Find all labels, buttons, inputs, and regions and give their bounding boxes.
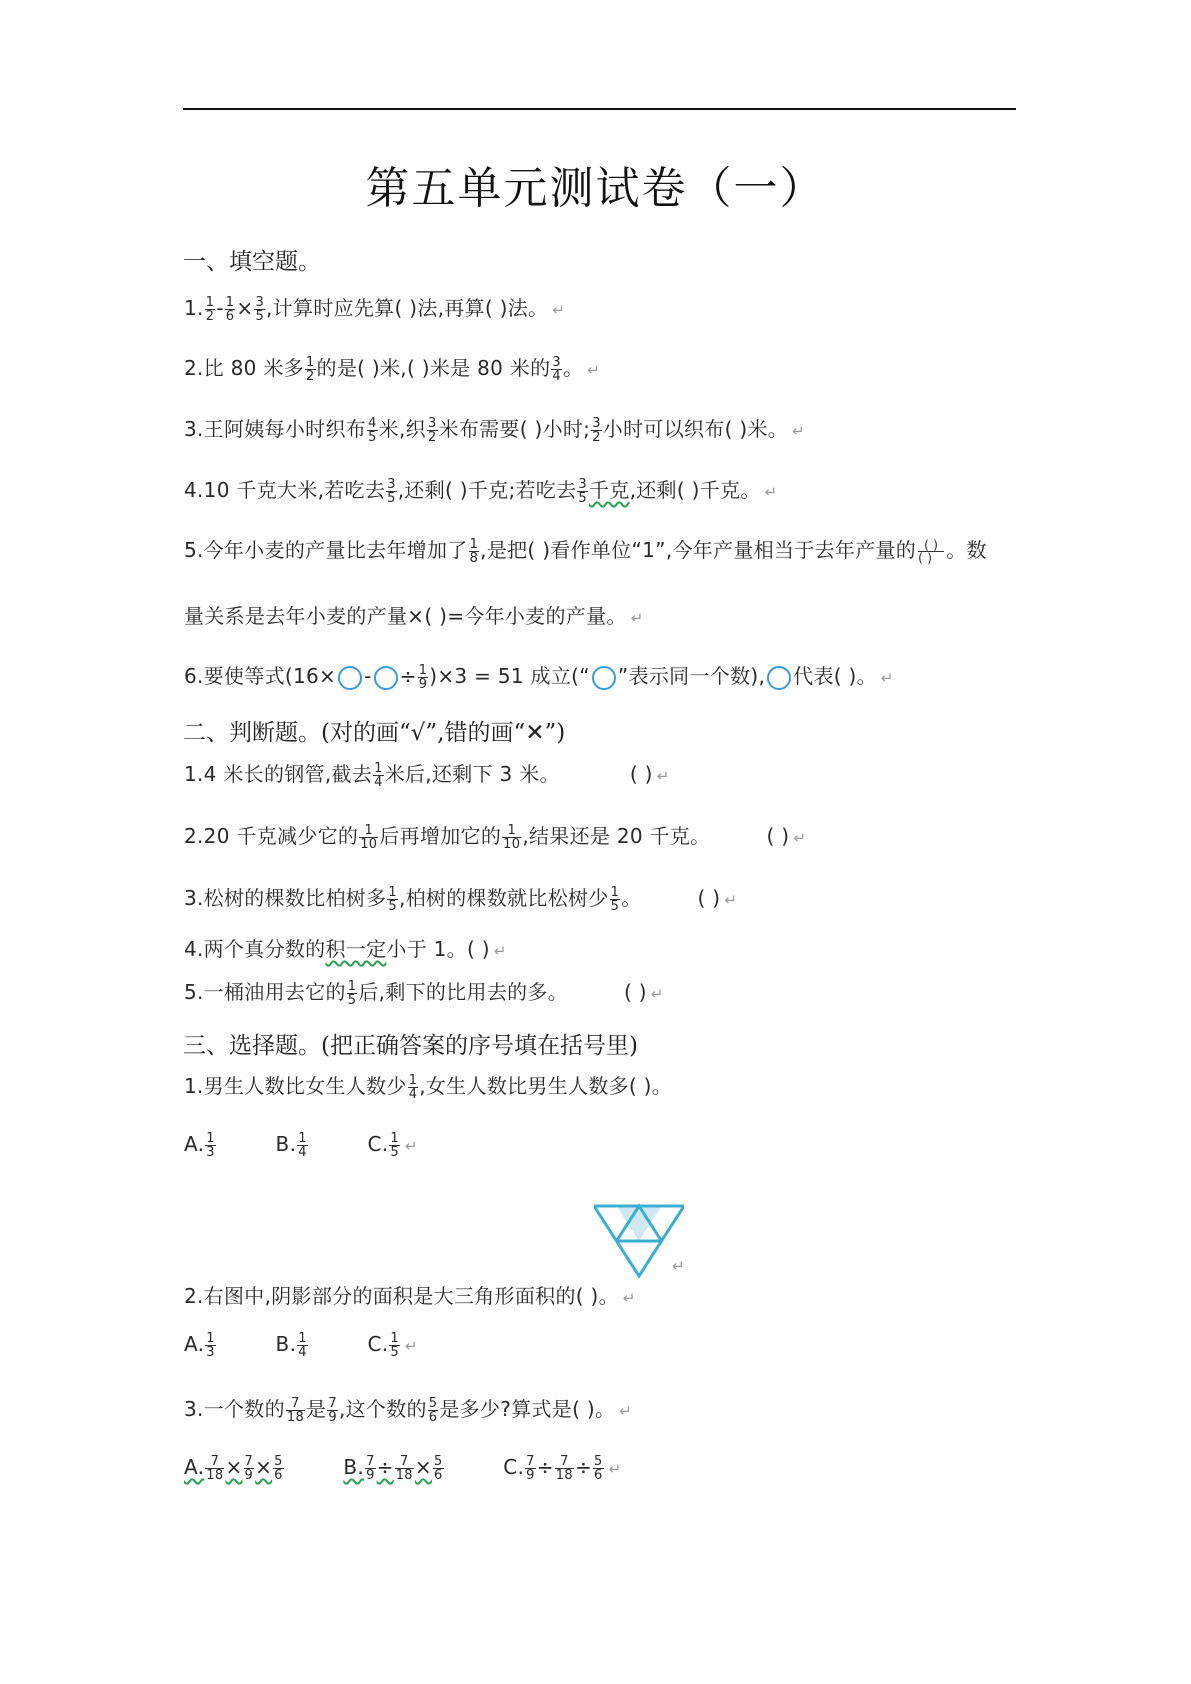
judge-q3 [184,882,737,913]
fraction [389,1332,400,1359]
fraction-denominator: 5 [387,491,396,506]
fraction [244,1455,255,1482]
fraction-denominator: 9 [328,1410,337,1425]
option-a [184,1331,217,1360]
text-segment: 千克 [588,478,630,502]
text-segment: 1.男生人数比女生人数少 [184,1074,407,1098]
text-segment: 6.要使等式(16× [184,664,337,688]
fraction [610,886,621,913]
fill-q2 [184,352,600,383]
fraction [551,356,562,383]
fraction-denominator: 4 [552,369,561,384]
text-segment: 。 [621,886,642,910]
fraction-numerator: 7 [205,1455,224,1469]
fraction [297,1332,308,1359]
shaded-triangle [617,1206,662,1241]
text-segment: 1.4 米长的钢管,截去 [184,762,373,786]
fill-q5-line2 [184,600,644,629]
fraction-numerator: 4 [368,416,377,431]
fraction-denominator: 5 [388,899,397,914]
fraction-denominator: 9 [418,677,428,692]
option-b [275,1131,309,1160]
fraction [205,1455,224,1482]
text-segment: × [414,1455,432,1479]
fraction-numerator: 3 [578,477,587,492]
text-segment: ”表示同一个数), [617,664,766,688]
fill-q6 [184,660,894,691]
text-segment: B. [275,1332,297,1356]
fill-q4 [184,474,778,505]
fraction-denominator: 6 [274,1468,283,1483]
fraction-denominator: 3 [206,1145,215,1160]
fraction-numerator: 1 [205,295,215,310]
fraction-numerator: 1 [502,824,521,838]
text-segment: ( ) [918,551,933,565]
text-segment: ↵ [792,422,805,440]
fraction-numerator: 7 [328,1396,337,1411]
fraction-numerator: 3 [255,295,265,310]
fraction [367,417,378,444]
fraction-denominator: 6 [433,1468,443,1483]
text-segment: 5.一桶油用去它的 [184,980,346,1004]
text-segment: B. [343,1455,365,1479]
fraction [305,356,316,383]
judge-q2 [184,820,806,851]
fraction-numerator: 1 [610,885,620,900]
text-segment: ↵ [493,942,507,960]
fraction-denominator: 18 [395,1468,413,1483]
fraction [591,417,602,444]
fraction [502,824,521,851]
header-rule [183,108,1016,110]
text-segment: ,还剩( )千克;若吃去 [397,478,577,502]
text-segment: 量关系是去年小麦的产量×( )=今年小麦的产量。 [184,604,627,628]
fraction-numerator: 7 [366,1454,375,1469]
fraction [347,980,358,1007]
fraction-denominator: 9 [526,1468,535,1483]
fraction-numerator: 1 [347,979,357,994]
fraction [327,1397,338,1424]
text-segment: A. [184,1132,205,1156]
text-segment: 积一定 [325,937,387,961]
text-segment: ↵ [608,1460,622,1478]
fraction-numerator: 7 [526,1454,535,1469]
fraction-numerator: 1 [469,537,479,552]
fraction [297,1132,308,1159]
fraction-numerator: 5 [594,1454,603,1469]
fraction-numerator: 7 [244,1454,254,1469]
judge-q5 [184,976,664,1007]
text-segment: 小于 1。( ) [386,937,490,961]
fraction-denominator: 4 [298,1145,307,1160]
text-segment: ,结果还是 20 千克。 [522,824,711,848]
text-segment: 2.20 千克减少它的 [184,824,359,848]
fraction-numerator: 3 [427,416,437,431]
fraction [205,1132,216,1159]
text-segment: 后,剩下的比用去的多。 [358,980,569,1004]
fraction [577,478,588,505]
text-segment: 4.10 千克大米,若吃去 [184,478,386,502]
fraction-numerator: 1 [408,1073,418,1088]
fraction [427,417,438,444]
text-segment: ÷ [376,1455,394,1479]
fraction [373,762,384,789]
text-segment: ↵ [552,301,566,319]
fraction-numerator: 1 [206,1131,215,1146]
text-segment: ↵ [619,1402,633,1420]
option-c [503,1454,604,1483]
fraction-denominator: 10 [360,837,378,852]
text-segment: ↵ [764,483,778,501]
fraction-numerator: 5 [274,1454,283,1469]
fraction-denominator: 6 [428,1410,438,1425]
text-segment: - [216,296,224,320]
fraction [395,1455,414,1482]
fraction [387,886,398,913]
text-segment: 的是( )米,( )米是 80 米的 [316,356,551,380]
text-segment: 。数 [946,538,987,562]
fraction [525,1455,536,1482]
fill-q1 [184,292,565,323]
text-segment: 是 [306,1397,327,1421]
text-segment: C. [503,1455,525,1479]
return-mark [668,1252,685,1276]
fill-q3 [184,413,805,444]
text-segment: ↵ [724,891,738,909]
text-segment: B. [275,1132,297,1156]
fraction-denominator: 5 [390,1145,399,1160]
fraction [254,296,265,323]
fraction-denominator: 10 [503,837,521,852]
fraction-numerator: 1 [225,295,235,310]
fraction-denominator: 2 [305,369,315,384]
fraction-denominator: 4 [374,775,383,790]
fraction [389,1132,400,1159]
text-segment: ↵ [793,829,807,847]
text-segment: ↵ [587,361,601,379]
text-segment: 后再增加它的 [379,824,502,848]
blank-fraction [918,539,944,564]
text-segment: 4.两个真分数的 [184,937,326,961]
text-segment: ↵ [880,669,894,687]
text-segment: ( ) [697,886,721,910]
text-segment: 2.比 80 米多 [184,356,304,380]
fraction-numerator: 5 [433,1454,443,1469]
text-segment: 。 [562,356,584,380]
choice-q2-options [184,1332,418,1359]
text-segment: ( ) [624,980,647,1004]
fraction-numerator: 1 [298,1331,307,1346]
text-segment: × [255,1455,273,1479]
fraction-denominator: 4 [298,1345,307,1360]
text-segment: ,计算时应先算( )法,再算( )法。 [266,296,549,320]
circle-placeholder-icon [338,666,362,690]
text-segment: ↵ [622,1289,636,1307]
fraction-denominator: 9 [366,1468,375,1483]
text-segment: ( ) [766,824,790,848]
choice-q3-options [184,1455,621,1482]
text-segment: A. [184,1455,205,1479]
text-segment: × [225,1455,243,1479]
text-segment: ↵ [405,1337,418,1355]
fraction [225,296,236,323]
text-segment: ↵ [650,985,664,1003]
fraction [593,1455,604,1482]
judge-q1 [184,758,670,789]
fraction [205,1332,216,1359]
text-segment: ÷ [574,1455,592,1479]
text-segment: ( ) [629,762,653,786]
option-c [367,1131,401,1160]
text-segment: 1. [184,296,204,320]
text-segment: ,女生人数比男生人数多( )。 [419,1074,673,1098]
fraction-denominator: 2 [427,430,437,445]
option-b [275,1331,309,1360]
fraction-denominator: 4 [408,1087,418,1102]
fraction-numerator: 7 [286,1397,305,1411]
fraction-denominator: 8 [469,551,479,566]
fraction-denominator: 5 [610,899,620,914]
text-segment: 3.王阿姨每小时织布 [184,417,367,441]
text-segment: × [236,296,254,320]
fraction-numerator: 7 [395,1455,414,1469]
fraction-denominator: 5 [390,1345,399,1360]
text-segment: 米,织 [378,417,426,441]
fraction-denominator: 6 [225,309,235,324]
circle-placeholder-icon [374,666,398,690]
fraction-denominator: 9 [244,1468,254,1483]
text-segment: )×3 = 51 成立(“ [429,664,590,688]
option-b [343,1454,444,1483]
text-segment: ↵ [630,609,644,627]
fraction [428,1397,439,1424]
text-segment: 3.松树的棵数比柏树多 [184,886,387,910]
text-segment: ÷ [536,1455,554,1479]
fill-q5-line1 [184,534,987,565]
fraction-numerator: 1 [418,663,428,678]
page-title: 第五单元测试卷（一） [365,163,826,214]
text-segment: ,这个数的 [338,1397,427,1421]
fraction-numerator: 3 [387,477,396,492]
text-segment: 米布需要( )小时; [438,417,591,441]
fraction-numerator: 1 [298,1131,307,1146]
choice-q1 [184,1070,672,1101]
fraction-numerator: 1 [206,1331,215,1346]
text-segment: 是多少?算式是( )。 [439,1397,616,1421]
choice-q1-options [184,1132,418,1159]
fraction [286,1397,305,1424]
fraction-denominator: 18 [286,1410,305,1425]
fraction [273,1455,284,1482]
text-segment: ,是把( )看作单位“1”,今年产量相当于去年产量的 [480,538,917,562]
judge-q4 [184,933,507,962]
fraction [408,1074,419,1101]
text-segment: ↵ [672,1257,685,1275]
fraction-denominator: 5 [255,309,265,324]
text-segment: 5.今年小麦的产量比去年增加了 [184,538,468,562]
text-segment: ÷ [399,664,417,688]
fraction-numerator: 1 [390,1331,399,1346]
fraction-denominator: 5 [347,993,357,1008]
section-choice-heading: 三、选择题。(把正确答案的序号填在括号里) [183,1033,638,1059]
text-segment: ,还剩( )千克。 [629,478,761,502]
text-segment: ,柏树的棵数就比松树少 [398,886,609,910]
fraction-denominator: 2 [205,309,215,324]
text-segment: A. [184,1332,205,1356]
fraction-numerator: 1 [388,885,397,900]
fraction-numerator: 7 [555,1455,574,1469]
text-segment: 3.一个数的 [184,1397,285,1421]
circle-placeholder-icon [767,666,791,690]
fraction-denominator: 5 [578,491,587,506]
text-segment: 代表( )。 [793,664,877,688]
section-judge-heading: 二、判断题。(对的画“√”,错的画“✕”) [183,720,566,746]
fraction-numerator: 1 [374,761,383,776]
text-segment: C. [367,1332,389,1356]
fraction-numerator: 1 [390,1131,399,1146]
fraction-denominator: 6 [594,1468,603,1483]
option-c [367,1331,401,1360]
section-fill-heading: 一、填空题。 [183,249,321,275]
fraction [205,296,216,323]
fraction-denominator: 3 [206,1345,215,1360]
choice-q2 [184,1280,636,1309]
fraction-numerator: 1 [305,355,315,370]
text-segment: - [364,664,372,688]
fraction [365,1455,376,1482]
text-segment: 米后,还剩下 3 米。 [384,762,560,786]
text-segment: 小时可以织布( )米。 [602,417,789,441]
fraction-denominator: 5 [368,430,377,445]
fraction-denominator: 18 [555,1468,573,1483]
text-segment: ( ) [918,539,944,552]
fraction-numerator: 1 [359,824,378,838]
text-segment: 2.右图中,阴影部分的面积是大三角形面积的( )。 [184,1284,619,1308]
fraction [386,478,397,505]
fraction-numerator: 3 [592,416,601,431]
fraction-denominator: 18 [206,1468,224,1483]
choice-q3 [184,1393,632,1424]
text-segment: ↵ [405,1137,418,1155]
text-segment: C. [367,1132,389,1156]
fraction [433,1455,444,1482]
fraction [359,824,378,851]
option-a [184,1454,285,1483]
fraction [555,1455,574,1482]
text-segment: ↵ [656,767,670,785]
option-a [184,1131,217,1160]
fraction [418,664,429,691]
fraction-denominator: 2 [592,430,601,445]
fraction-numerator: 5 [428,1396,438,1411]
fraction [469,538,480,565]
circle-placeholder-icon [592,666,616,690]
fraction-numerator: 3 [552,355,561,370]
